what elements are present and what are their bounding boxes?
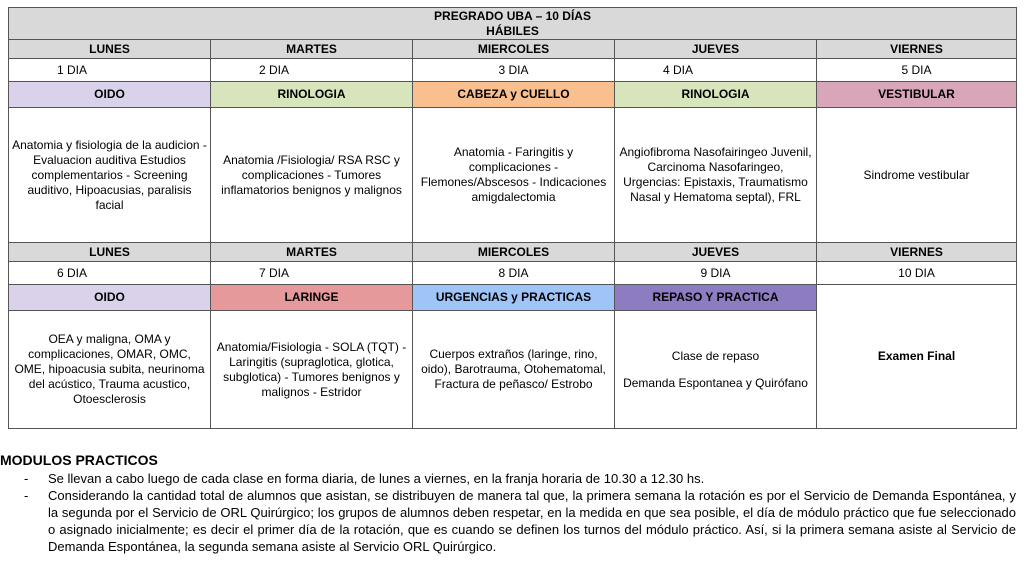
subject-cell: LARINGE bbox=[211, 285, 413, 311]
week1-content-row bbox=[9, 108, 1017, 243]
content-cell: Cuerpos extraños (laringe, rino, oido), Barotrauma, Otohematomal, Fractura de peñasco/ Estrobo bbox=[413, 311, 615, 429]
schedule-title bbox=[9, 8, 1017, 40]
list-item bbox=[0, 487, 1016, 555]
content-cell: Anatomia/Fisiologia - SOLA (TQT) - Laringitis (supraglotica, glotica, subglotica) - Tumores benignos y malignos - Estridor bbox=[211, 311, 413, 429]
content-cell: Anatomia y fisiologia de la audicion - Evaluacion auditiva Estudios complementarios - Screening auditivo, Hipoacusias, paralisis facial bbox=[9, 108, 211, 243]
modules-title: MODULOS PRACTICOS bbox=[0, 452, 158, 468]
subject-cell: OIDO bbox=[9, 285, 211, 311]
module-text: Se llevan a cabo luego de cada clase en forma diaria, de lunes a viernes, en la franja horaria de 10.30 a 12.30 hs. bbox=[48, 471, 705, 486]
content-cell: OEA y maligna, OMA y complicaciones, OMAR, OMC, OME, hipoacusia subita, neurinoma del acústico, Trauma acustico, Otoesclerosis bbox=[9, 311, 211, 429]
subject-cell: REPASO Y PRACTICA bbox=[615, 285, 817, 311]
module-text: Considerando la cantidad total de alumnos que asistan, se distribuyen de manera tal que, la primera semana la rotación es por el Servicio de Demanda Espontánea, y la segunda por el Servicio de ORL Quirúrgico; los grupos de alumnos deben respetar, en la medida en que sea posible, el día de módulo práctico que fue seleccionado o asignado inicialmente; es decir el primer día de la rotación, que es cuando se definen los turnos del módulo práctico. Así, si la primera semana asiste al Servicio de Demanda Espontánea, la segunda semana asiste al Servicio ORL Quirúrgico. bbox=[48, 488, 1016, 554]
content-cell: Angiofibroma Nasofairingeo Juvenil, Carcinoma Nasofaringeo, Urgencias: Epistaxis, Traumatismo Nasal y Hematoma septal), FRL bbox=[615, 108, 817, 243]
title-line1: PREGRADO UBA – 10 DÍAS bbox=[434, 8, 591, 23]
bullet-dash: - bbox=[24, 488, 29, 503]
subject-cell: RINOLOGIA bbox=[211, 82, 413, 108]
review-line1: Clase de repaso bbox=[671, 348, 760, 363]
subject-cell: CABEZA y CUELLO bbox=[413, 82, 615, 108]
week2-days-row bbox=[9, 243, 1017, 262]
day-number: 9 DIA bbox=[615, 262, 817, 285]
content-cell: Sindrome vestibular bbox=[817, 108, 1017, 243]
day-header: VIERNES bbox=[817, 243, 1017, 262]
day-number: 7 DIA bbox=[211, 262, 413, 285]
schedule-table bbox=[8, 7, 1017, 429]
day-header: VIERNES bbox=[817, 40, 1017, 59]
day-number: 1 DIA bbox=[9, 59, 211, 82]
content-cell: Anatomia /Fisiologia/ RSA RSC y complicaciones - Tumores inflamatorios benignos y malignos bbox=[211, 108, 413, 243]
day-header: LUNES bbox=[9, 243, 211, 262]
subject-cell: VESTIBULAR bbox=[817, 82, 1017, 108]
day-number: 10 DIA bbox=[817, 262, 1017, 285]
day-header: JUEVES bbox=[615, 40, 817, 59]
day-number: 2 DIA bbox=[211, 59, 413, 82]
day-header: MARTES bbox=[211, 243, 413, 262]
subject-cell: RINOLOGIA bbox=[615, 82, 817, 108]
subject-cell: URGENCIAS y PRACTICAS bbox=[413, 285, 615, 311]
day-header: LUNES bbox=[9, 40, 211, 59]
week1-days-row bbox=[9, 40, 1017, 59]
day-header: MIERCOLES bbox=[413, 40, 615, 59]
day-number: 4 DIA bbox=[615, 59, 817, 82]
title-line2: HÁBILES bbox=[486, 23, 539, 38]
day-header: JUEVES bbox=[615, 243, 817, 262]
week2-number-row bbox=[9, 262, 1017, 285]
review-line2: Demanda Espontanea y Quirófano bbox=[623, 375, 808, 390]
final-exam-cell: Examen Final bbox=[817, 285, 1017, 429]
day-number: 3 DIA bbox=[413, 59, 615, 82]
day-header: MIERCOLES bbox=[413, 243, 615, 262]
week2-subject-row bbox=[9, 285, 1017, 311]
week1-number-row bbox=[9, 59, 1017, 82]
day-number: 6 DIA bbox=[9, 262, 211, 285]
bullet-dash: - bbox=[24, 471, 29, 486]
list-item bbox=[0, 470, 1016, 487]
modules-list bbox=[0, 470, 1016, 555]
subject-cell: OIDO bbox=[9, 82, 211, 108]
content-cell: Anatomia - Faringitis y complicaciones - Flemones/Abscesos - Indicaciones amigdalectomia bbox=[413, 108, 615, 243]
day-number: 8 DIA bbox=[413, 262, 615, 285]
day-number: 5 DIA bbox=[817, 59, 1017, 82]
review-cell bbox=[615, 311, 817, 429]
day-header: MARTES bbox=[211, 40, 413, 59]
week1-subject-row bbox=[9, 82, 1017, 108]
